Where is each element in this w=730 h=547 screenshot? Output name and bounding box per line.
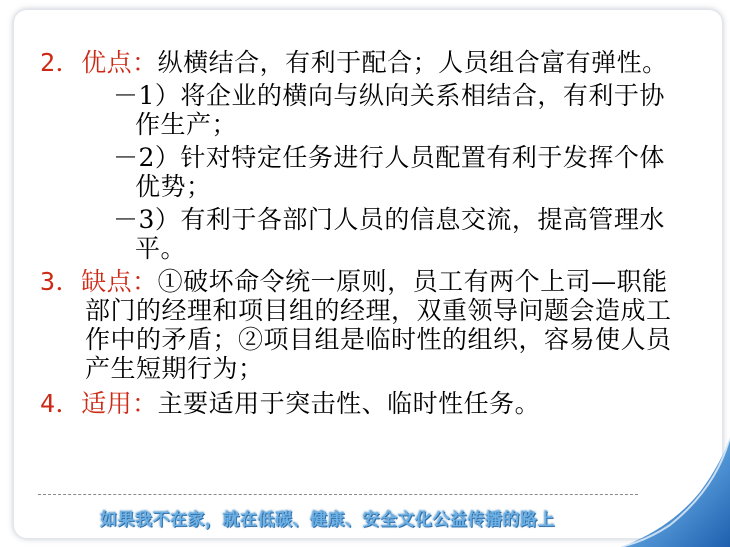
- point-number: 3．: [40, 267, 82, 296]
- slide-content: [40, 48, 690, 418]
- point-text: ①破坏命令统一原则，员工有两个上司—职能部门的经理和项目组的经理，双重领导问题会造成工作中的矛盾；②项目组是临时性的组织，容易使人员产生短期行为；: [85, 267, 672, 383]
- point-number: 2．: [40, 48, 82, 77]
- point-applicability: [40, 389, 690, 418]
- sub-point-2: －2）针对特定任务进行人员配置有利于发挥个体优势；: [113, 143, 665, 201]
- point-text: 纵横结合，有利于配合；人员组合富有弹性。: [157, 48, 668, 77]
- page-curl-decoration: [610, 437, 730, 547]
- sub-point-3: －3）有利于各部门人员的信息交流，提高管理水平。: [113, 205, 665, 263]
- footer-divider: [38, 494, 638, 495]
- point-disadvantages: [40, 267, 690, 383]
- point-number: 4．: [40, 389, 82, 418]
- point-text: 主要适用于突击性、临时性任务。: [157, 389, 541, 418]
- point-label: 适用：: [81, 389, 158, 418]
- point-advantages: [40, 48, 690, 77]
- sub-point-1: －1）将企业的横向与纵向关系相结合，有利于协作生产；: [113, 81, 665, 139]
- point-label: 缺点：: [81, 267, 158, 296]
- point-label: 优点：: [81, 48, 158, 77]
- footer-slogan: 如果我不在家，就在低碳、健康、安全文化公益传播的路上: [100, 510, 555, 530]
